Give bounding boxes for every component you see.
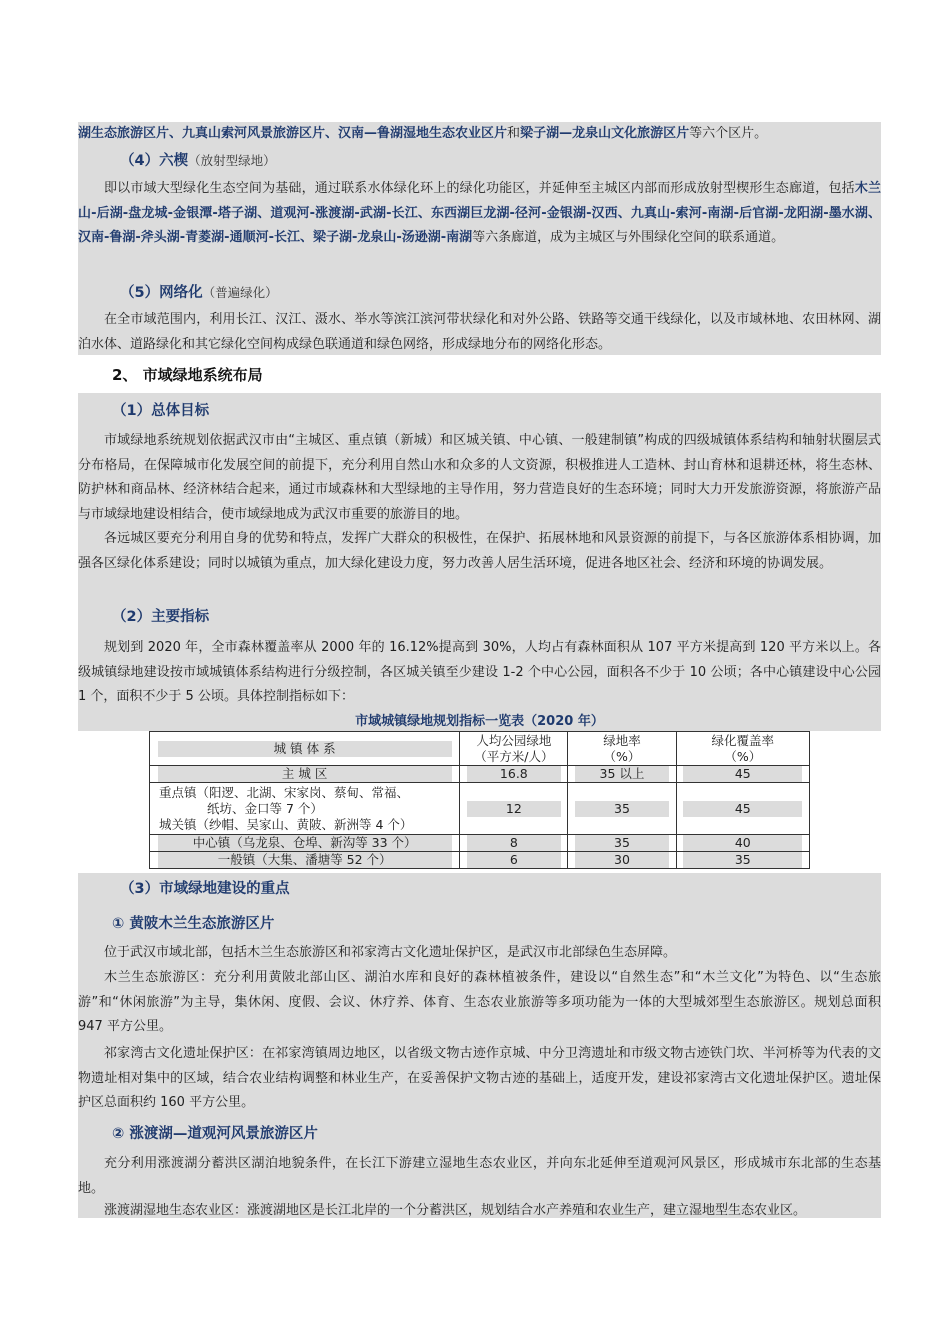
cell-text: 30 [575,852,669,868]
cell-text: 35 [683,852,802,868]
text-span: 等六条廊道，成为主城区与外围绿化空间的联系通道。 [472,230,785,245]
table-header-row [150,732,810,766]
table-cell [460,852,568,869]
header-label: 绿化覆盖率 [711,732,775,748]
cell-text: 6 [467,852,561,868]
cell-text: 中心镇（乌龙泉、仓埠、新沟等 33 个） [158,835,452,851]
index-paragraph: 规划到 2020 年，全市森林覆盖率从 2000 年的 16.12%提高到 30%，人均占有森林面积从 107 平方米提高到 120 平方米以上。各级城镇绿地建设按市域城镇体系结构进行分级控制，各区城关镇至少建设 1-2 个中心公园，面积各不少于 10 公顷；各中心镇建设中心公园 1 个，面积不少于 5 公顷。具体控制指标如下： [78,640,881,704]
cell-text: 35 以上 [575,766,669,782]
table-cell [150,835,460,852]
heading-key: （3）市域绿地建设的重点 [120,881,290,897]
header-label: 人均公园绿地 [476,732,552,748]
heading-subtitle: （放射型绿地） [188,153,276,168]
text-span: 即以市域大型绿化生态空间为基础，通过联系水体绿化环上的绿化功能区，并延伸至主城区内部而形成放射型楔形生态廊道，包括 [104,181,855,196]
top-line-part: 湖生态旅游区片、 [78,126,183,141]
top-line-part: 九真山索河风景旅游区片、 [182,126,339,141]
cell-text: 45 [683,801,802,817]
table-cell [568,766,676,783]
table-cell [568,783,676,835]
header-label: 城 镇 体 系 [158,741,452,757]
goal-paragraph-2: 各远城区要充分利用自身的优势和特点，发挥广大群众的积极性，在保护、拓展林地和风景资源的前提下，与各区旅游体系相协调，加强各区绿化体系建设；同时以城镇为重点，加大绿化建设力度，努力改善人居生活环境，促进各地区社会、经济和环境的协调发展。 [78,531,881,571]
zhangdu-paragraph-2: 涨渡湖湿地生态农业区：涨渡湖地区是长江北岸的一个分蓄洪区，规划结合水产养殖和农业生产，建立湿地型生态农业区。 [104,1203,807,1218]
cell-text: 45 [683,766,802,782]
top-line-part: 等六个区片。 [689,126,768,141]
top-line [78,122,881,147]
wangluo-paragraph: 在全市域范围内，利用长江、汉江、滠水、举水等滨江滨河带状绿化和对外公路、铁路等交通干线绿化，以及市域林地、农田林网、湖泊水体、道路绿化和其它绿化空间构成绿色联通道和绿色网络，形成绿地分布的网络化形态。 [78,312,881,352]
heading-index: （2）主要指标 [112,609,210,625]
cell-text: 40 [683,835,802,851]
table-row [150,835,810,852]
heading-title: （4）六楔 [120,153,189,169]
header-label: （平方米/人） [474,748,554,764]
header-label: （%） [603,748,641,764]
top-line-part: 汉南—鲁湖湿地生态农业区片 [338,126,508,141]
table-cell [568,835,676,852]
text-span: 木兰山-后湖-盘龙城-金银潭-塔子湖、道观河-涨渡湖-武湖-长江、东西湖巨龙湖-径河-金银湖-汉西、九真山-索河-南湖-后官湖-龙阳湖-墨水湖、汉南-鲁湖-斧头湖-青菱湖-通顺河-长江、梁子湖-龙泉山-汤逊湖-南湖 [78,181,881,245]
table-row [150,852,810,869]
cell-text: 纸坊、金口等 7 个） [207,800,323,816]
table-cell [676,852,809,869]
heading-title: （5）网络化 [120,285,203,301]
green-index-table [149,731,810,869]
top-line-part: 和 [507,126,521,141]
huangpi-paragraph-3: 祁家湾古文化遗址保护区：在祁家湾镇周边地区，以省级文物古迹作京城、中分卫湾遗址和市级文物古迹铁门坎、半河桥等为代表的文物遗址相对集中的区域，结合农业结构调整和林业生产，在妥善保护文物古迹的基础上，适度开发，建设祁家湾古文化遗址保护区。遗址保护区总面积约 160 平方公里。 [78,1046,881,1110]
huangpi-paragraph-2: 木兰生态旅游区：充分利用黄陂北部山区、湖泊水库和良好的森林植被条件，建设以“自然生态”和“木兰文化”为特色、以“生态旅游”和“休闲旅游”为主导，集休闲、度假、会议、休疗养、体育、生态农业旅游等多项功能为一体的大型城郊型生态旅游区。规划总面积 947 平方公里。 [78,970,881,1034]
cell-text: 35 [575,801,669,817]
heading-subtitle: （普遍绿化） [202,285,278,300]
header-label: （%） [724,748,762,764]
heading-wangluo [120,281,278,302]
table-row [150,766,810,783]
table-cell [460,783,568,835]
header-cell [460,732,568,766]
header-cell [568,732,676,766]
table-cell [568,852,676,869]
cell-text: 35 [575,835,669,851]
goal-paragraph-1: 市域绿地系统规划依据武汉市由“主城区、重点镇（新城）和区城关镇、中心镇、一般建制镇”构成的四级城镇体系结构和轴射状圈层式分布格局，在保障城市化发展空间的前提下，充分利用自然山水和众多的人文资源，积极推进人工造林、封山育林和退耕还林，将生态林、防护林和商品林、经济林结合起来，通过市域森林和大型绿地的主导作用，努力营造良好的生态环境；同时大力开发旅游资源，将旅游产品与市域绿地建设相结合，使市域绿地成为武汉市重要的旅游目的地。 [78,433,881,522]
huangpi-paragraph-1: 位于武汉市域北部，包括木兰生态旅游区和祁家湾古文化遗址保护区，是武汉市北部绿色生态屏障。 [104,945,677,960]
heading-huangpi: ① 黄陂木兰生态旅游区片 [112,916,275,932]
table-caption: 市域城镇绿地规划指标一览表（2020 年） [355,714,604,729]
heading-zhangdu: ② 涨渡湖—道观河风景旅游区片 [112,1126,318,1142]
cell-text: 主 城 区 [158,766,452,782]
section-heading-layout: 2、 市域绿地系统布局 [112,366,263,384]
table-cell [150,783,460,835]
table-cell [676,783,809,835]
heading-goal: （1）总体目标 [112,403,210,419]
cell-text: 城关镇（纱帽、吴家山、黄陂、新洲等 4 个） [159,816,413,832]
table-row [150,783,810,835]
table-cell [676,835,809,852]
header-label: 绿地率 [603,732,641,748]
cell-text: 16.8 [467,766,561,782]
table-cell [150,766,460,783]
cell-text: 8 [467,835,561,851]
header-cell [676,732,809,766]
top-line-part: 梁子湖—龙泉山文化旅游区片 [520,126,690,141]
header-cell [150,732,460,766]
table-cell [676,766,809,783]
cell-text: 重点镇（阳逻、北湖、宋家岗、蔡甸、常福、 [159,784,410,800]
table-cell [460,835,568,852]
cell-text: 12 [467,801,561,817]
liuxie-paragraph [78,177,881,251]
heading-liuxie [120,149,276,170]
table-cell [460,766,568,783]
cell-text: 一般镇（大集、潘塘等 52 个） [158,852,452,868]
zhangdu-paragraph-1: 充分利用涨渡湖分蓄洪区湖泊地貌条件，在长江下游建立湿地生态农业区，并向东北延伸至道观河风景区，形成城市东北部的生态基地。 [78,1156,881,1196]
table-cell [150,852,460,869]
